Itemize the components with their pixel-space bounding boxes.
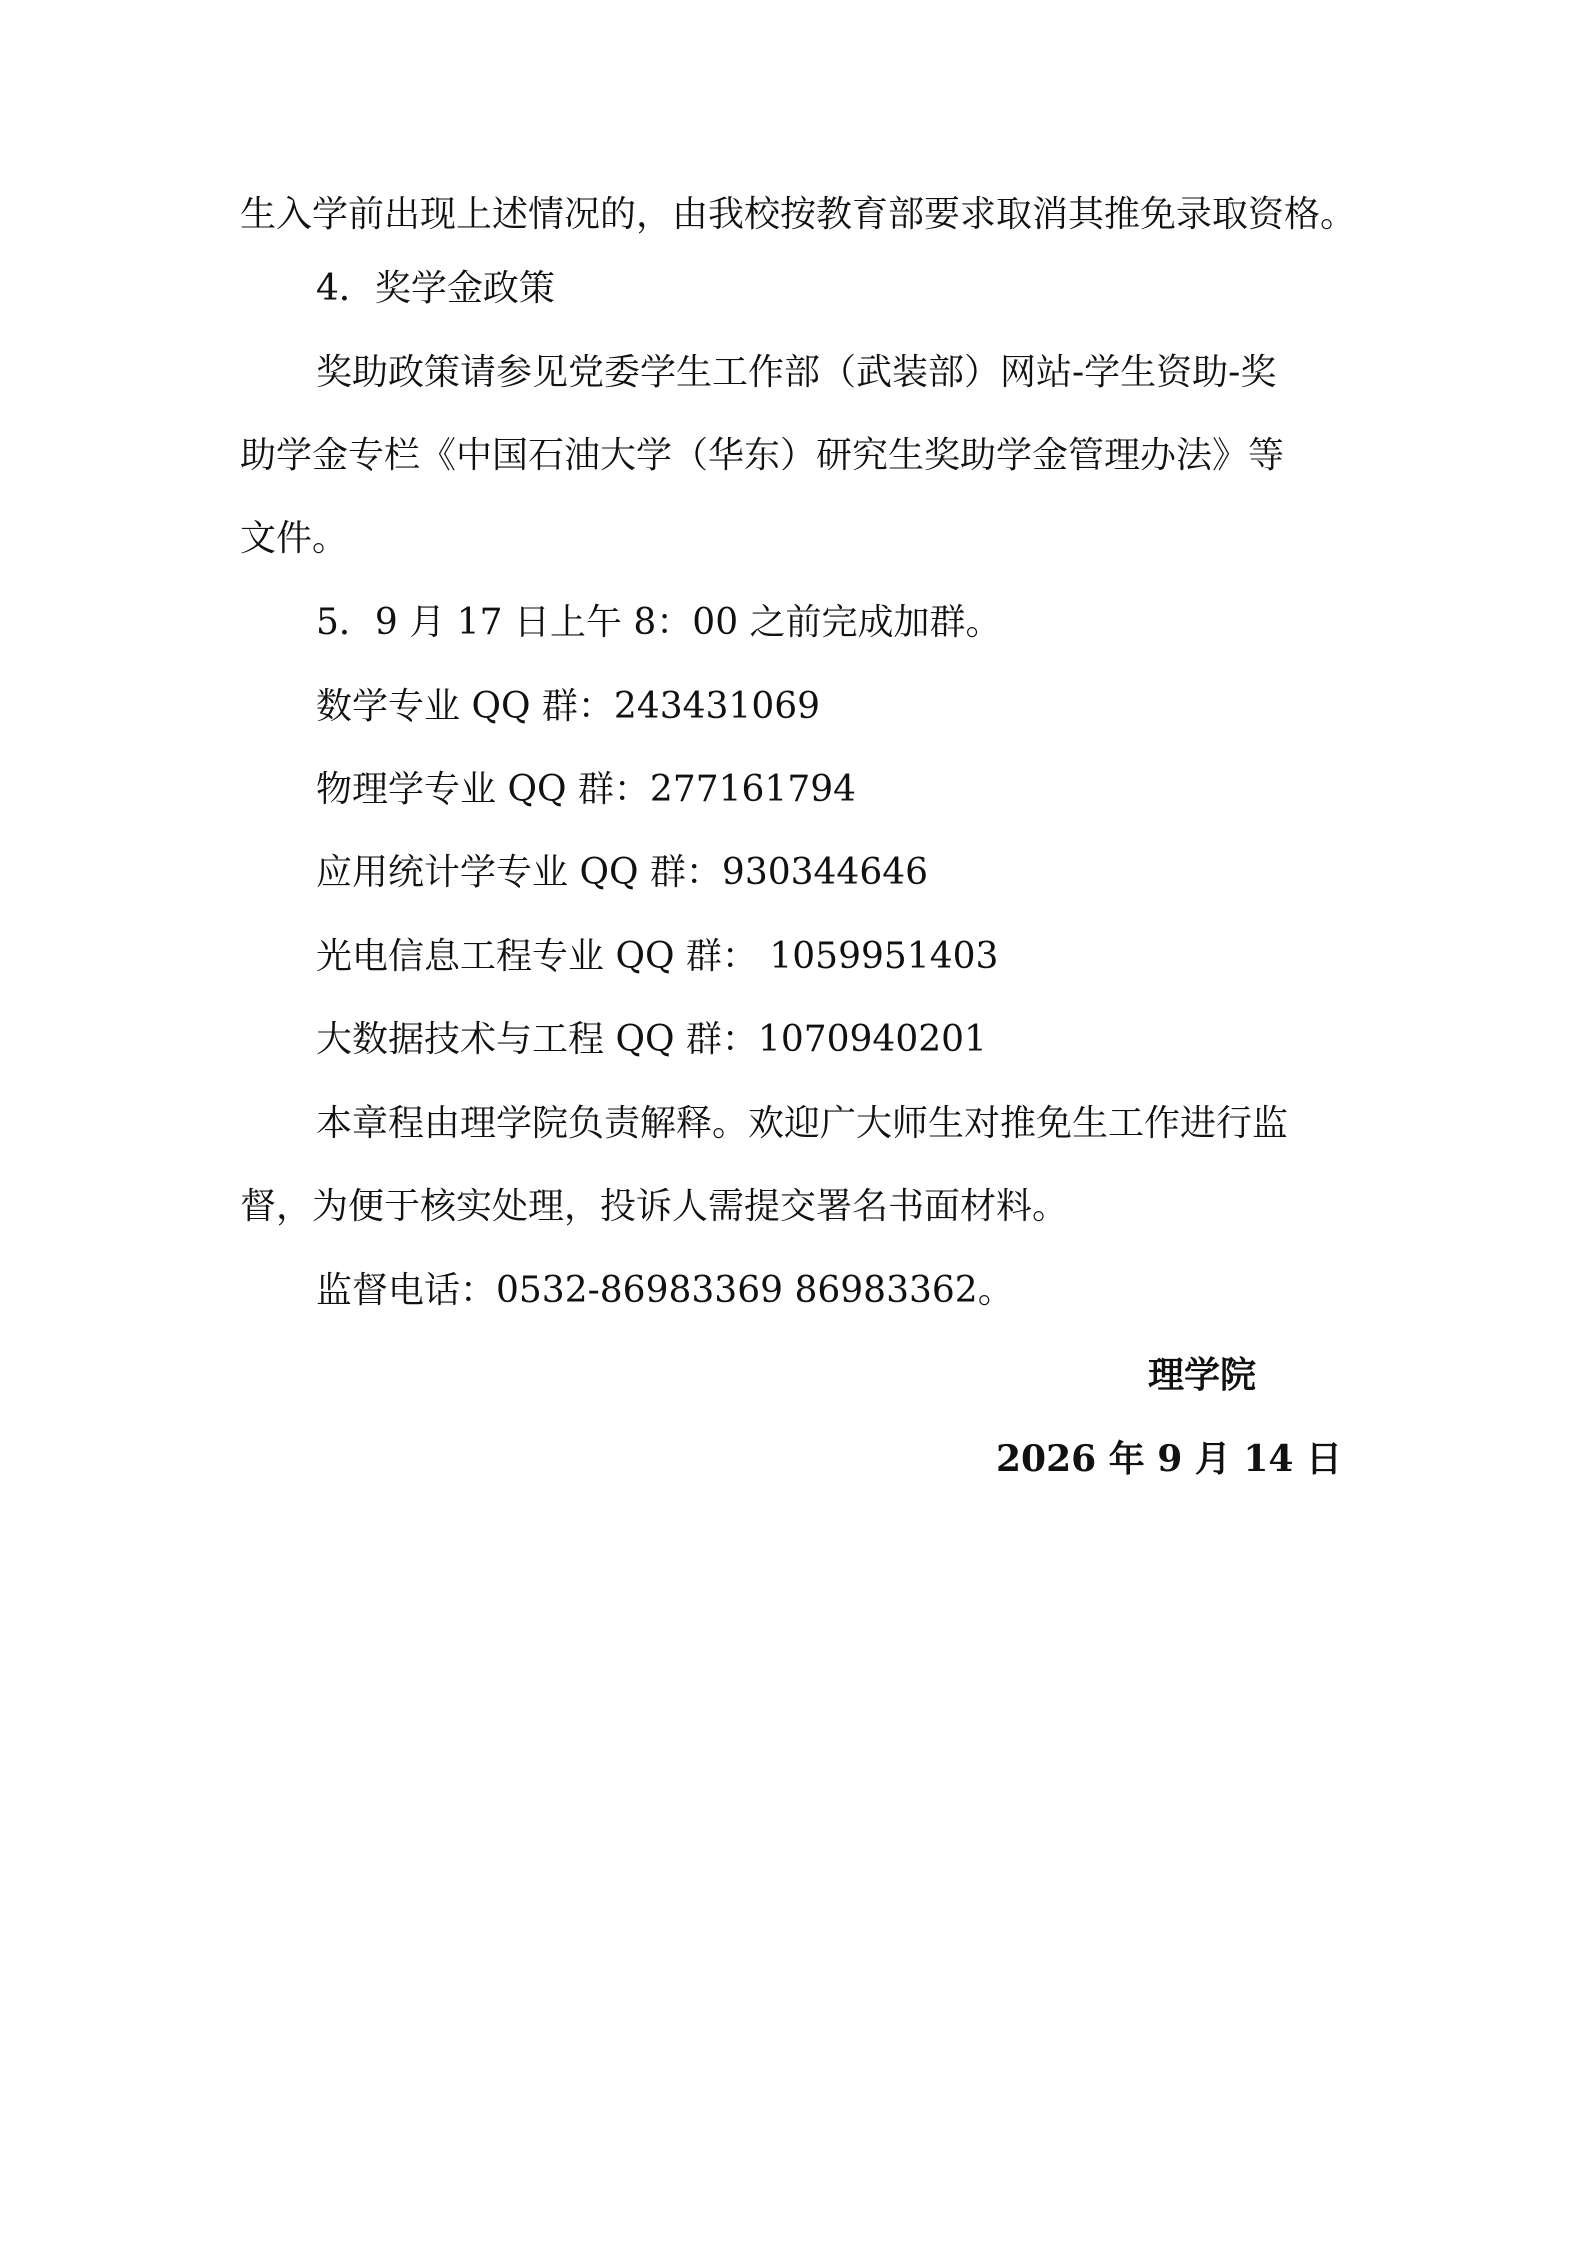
section-4-body-line-2: 助学金专栏《中国石油大学（华东）研究生奖助学金管理办法》等 xyxy=(240,435,1285,476)
section-5-heading: 5．9 月 17 日上午 8：00 之前完成加群。 xyxy=(316,602,1002,643)
section-4-body-line-1: 奖助政策请参见党委学生工作部（武装部）网站-学生资助-奖 xyxy=(316,352,1277,393)
qq-group-big-data: 大数据技术与工程 QQ 群：1070940201 xyxy=(316,1019,987,1060)
section-4-body-line-3: 文件。 xyxy=(240,518,349,559)
signature-organization: 理学院 xyxy=(1148,1354,1257,1396)
section-4-heading: 4．奖学金政策 xyxy=(316,268,555,309)
qq-group-math: 数学专业 QQ 群：243431069 xyxy=(316,686,821,727)
signature-date: 2026 年 9 月 14 日 xyxy=(996,1438,1343,1480)
qq-group-applied-statistics: 应用统计学专业 QQ 群：930344646 xyxy=(316,852,929,893)
paragraph-continuation: 生入学前出现上述情况的，由我校按教育部要求取消其推免录取资格。 xyxy=(240,194,1357,235)
supervision-phone: 监督电话：0532-86983369 86983362。 xyxy=(316,1270,1014,1311)
qq-group-optoelectronics: 光电信息工程专业 QQ 群： 1059951403 xyxy=(316,936,999,977)
closing-line-2: 督，为便于核实处理，投诉人需提交署名书面材料。 xyxy=(240,1186,1069,1227)
closing-line-1: 本章程由理学院负责解释。欢迎广大师生对推免生工作进行监 xyxy=(316,1103,1289,1144)
qq-group-physics: 物理学专业 QQ 群：277161794 xyxy=(316,769,857,810)
